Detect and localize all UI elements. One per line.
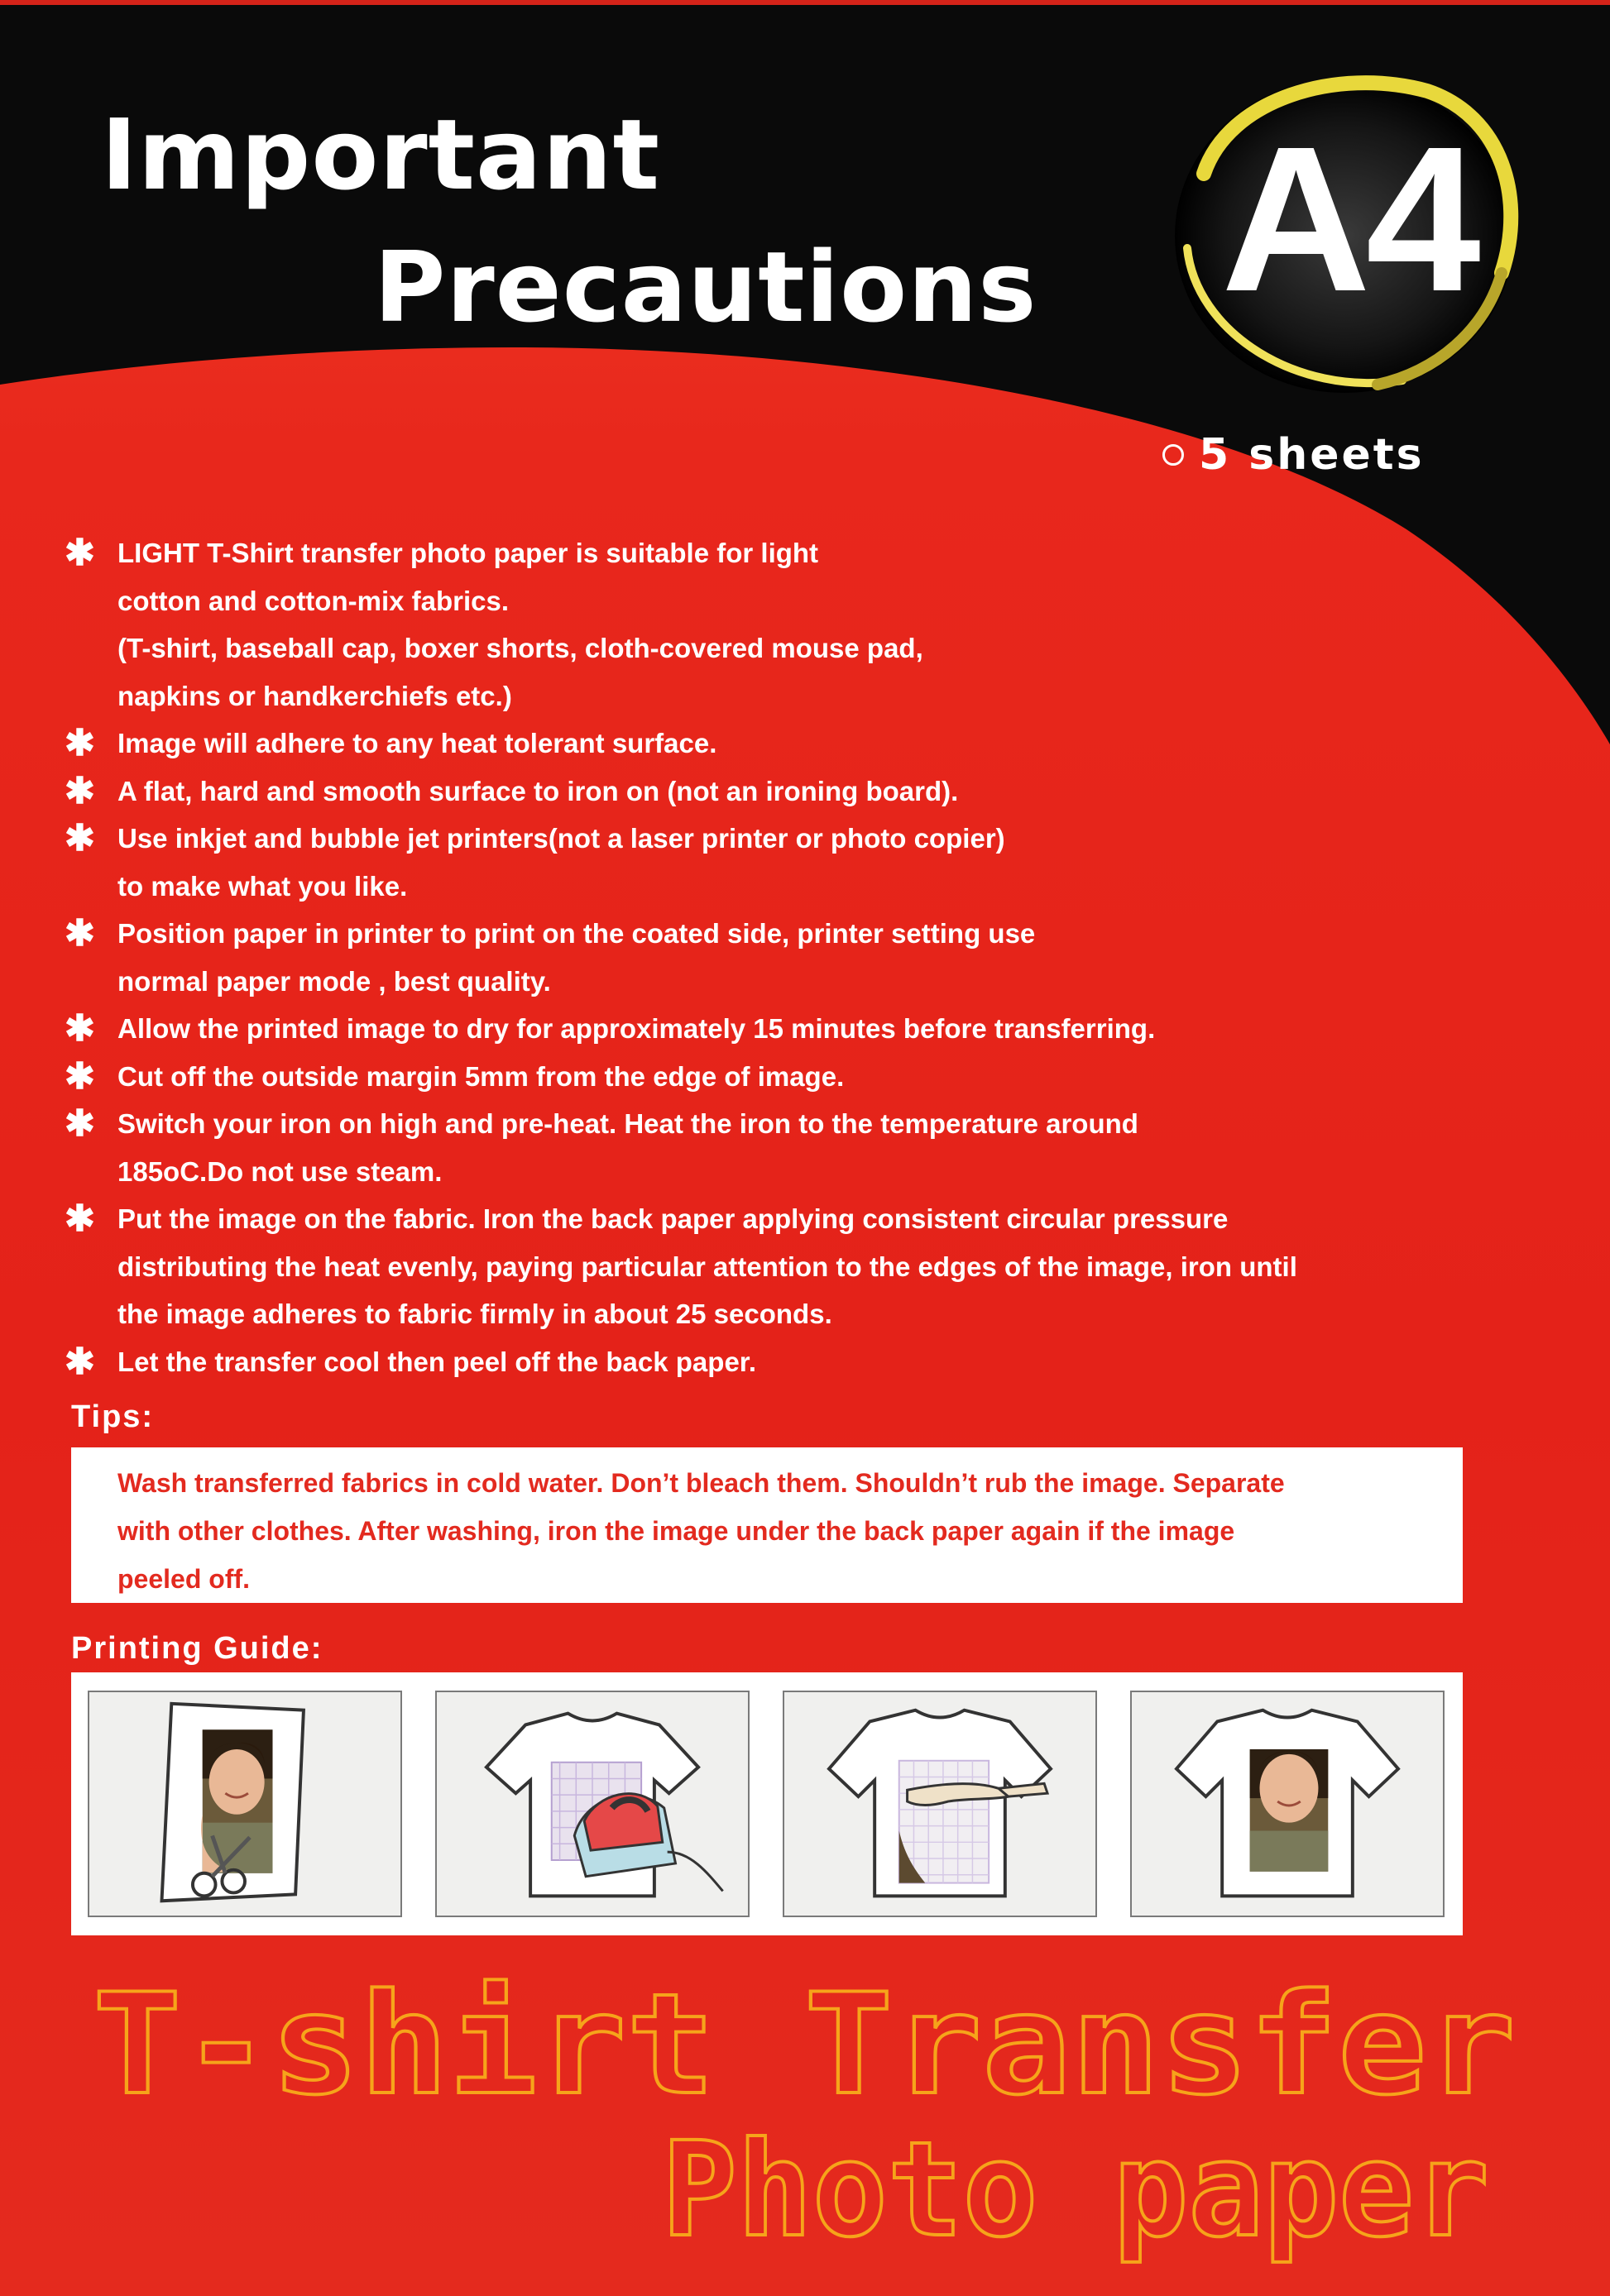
- tips-box: [71, 1447, 1463, 1603]
- precaution-line: 185oC.Do not use steam.: [117, 1155, 443, 1187]
- precaution-line: Switch your iron on high and pre-heat. Heat the iron to the temperature around: [117, 1108, 1138, 1139]
- precaution-text: [117, 910, 1035, 1005]
- footer-brand-text: [0, 1968, 1610, 2296]
- precaution-item: [60, 815, 1416, 910]
- precaution-text: [117, 815, 1005, 910]
- title-precautions: Precautions: [374, 230, 1037, 344]
- iron-on-tshirt-icon: [437, 1692, 748, 1916]
- guide-step-done: [1130, 1691, 1445, 1917]
- precaution-item: [60, 1338, 1416, 1386]
- precaution-text: [117, 720, 716, 768]
- precaution-line: distributing the heat evenly, paying particular attention to the edges of the image, iron until: [117, 1251, 1297, 1282]
- precaution-item: [60, 529, 1416, 720]
- precaution-item: [60, 720, 1416, 768]
- precaution-item: [60, 1005, 1416, 1053]
- precaution-line: Use inkjet and bubble jet printers(not a laser printer or photo copier): [117, 823, 1005, 854]
- precaution-line: A flat, hard and smooth surface to iron on (not an ironing board).: [117, 775, 959, 806]
- precaution-text: [117, 768, 958, 816]
- tips-heading: Tips:: [71, 1399, 155, 1434]
- precaution-item: [60, 1195, 1416, 1338]
- precaution-text: [117, 1100, 1138, 1195]
- footer-line-2: Photo paper: [662, 2114, 1489, 2266]
- footer-line-1: T-shirt Transfer: [93, 1968, 1517, 2126]
- sheet-count-label: 5 sheets: [1199, 430, 1425, 480]
- printing-guide-panel: [71, 1672, 1463, 1935]
- tips-line: with other clothes. After washing, iron the image under the back paper again if the image: [117, 1516, 1235, 1546]
- precaution-line: (T-shirt, baseball cap, boxer shorts, cloth-covered mouse pad,: [117, 633, 923, 663]
- precaution-line: Position paper in printer to print on the coated side, printer setting use: [117, 918, 1036, 949]
- precaution-text: [117, 1053, 844, 1101]
- precaution-line: Allow the printed image to dry for approximately 15 minutes before transferring.: [117, 1013, 1156, 1044]
- asterisk-bullet-icon: ✱: [65, 1103, 95, 1144]
- precaution-item: [60, 1053, 1416, 1101]
- guide-step-iron: [435, 1691, 750, 1917]
- precaution-line: Let the transfer cool then peel off the back paper.: [117, 1346, 756, 1377]
- precaution-line: Cut off the outside margin 5mm from the edge of image.: [117, 1060, 845, 1092]
- precaution-line: normal paper mode , best quality.: [117, 965, 551, 997]
- precaution-text: [117, 1195, 1297, 1338]
- precaution-line: to make what you like.: [117, 870, 408, 902]
- finished-tshirt-icon: [1132, 1692, 1443, 1916]
- precautions-list: [60, 529, 1416, 1385]
- title-important: Important: [101, 98, 661, 212]
- sheet-count: [1162, 430, 1425, 480]
- tips-line: Wash transferred fabrics in cold water. Don’t bleach them. Shouldn’t rub the image. Separate: [117, 1468, 1285, 1498]
- precaution-line: napkins or handkerchiefs etc.): [117, 680, 512, 711]
- asterisk-bullet-icon: ✱: [65, 1008, 95, 1049]
- precaution-line: Image will adhere to any heat tolerant surface.: [117, 728, 717, 758]
- precaution-item: [60, 1100, 1416, 1195]
- asterisk-bullet-icon: ✱: [65, 1055, 95, 1097]
- precaution-text: [117, 529, 923, 720]
- precaution-item: [60, 910, 1416, 1005]
- precaution-item: [60, 768, 1416, 816]
- peel-back-paper-icon: [784, 1692, 1095, 1916]
- precaution-text: [117, 1338, 756, 1386]
- precaution-line: cotton and cotton-mix fabrics.: [117, 585, 510, 616]
- asterisk-bullet-icon: ✱: [65, 818, 95, 859]
- precaution-line: the image adheres to fabric firmly in about 25 seconds.: [117, 1299, 832, 1329]
- asterisk-bullet-icon: ✱: [65, 1198, 95, 1239]
- precaution-line: LIGHT T-Shirt transfer photo paper is suitable for light: [117, 538, 819, 568]
- circle-icon: [1162, 444, 1184, 466]
- tips-line: peeled off.: [117, 1564, 251, 1594]
- guide-step-peel: [783, 1691, 1097, 1917]
- asterisk-bullet-icon: ✱: [65, 770, 95, 811]
- precaution-text: [117, 1005, 1155, 1053]
- asterisk-bullet-icon: ✱: [65, 1341, 95, 1382]
- asterisk-bullet-icon: ✱: [65, 913, 95, 954]
- asterisk-bullet-icon: ✱: [65, 723, 95, 763]
- precaution-line: Put the image on the fabric. Iron the back paper applying consistent circular pressure: [117, 1203, 1229, 1234]
- printing-guide-heading: Printing Guide:: [71, 1631, 323, 1666]
- guide-step-cut: [88, 1691, 402, 1917]
- asterisk-bullet-icon: ✱: [65, 533, 95, 573]
- a4-badge-text: A4: [1221, 103, 1476, 334]
- cut-print-scissors-icon: [89, 1692, 400, 1916]
